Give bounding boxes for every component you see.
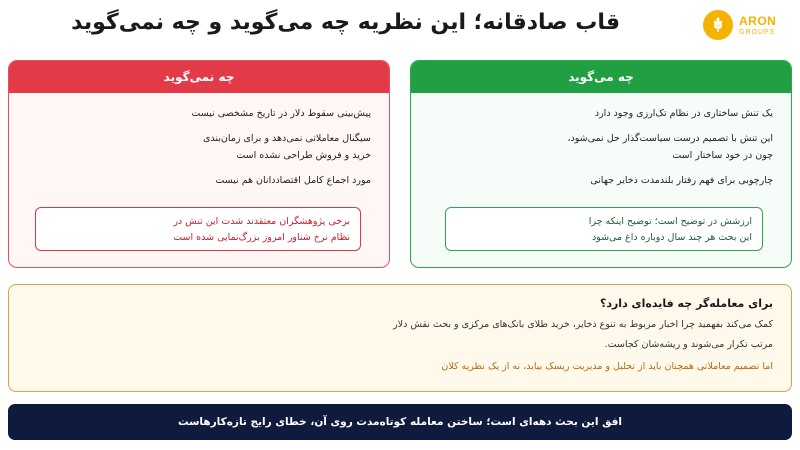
not-says-heading: چه نمی‌گوید: [9, 61, 389, 93]
says-line: یک تنش ساختاری در نظام تک‌ارزی وجود دارد: [594, 108, 773, 119]
trader-usage-box: [8, 284, 792, 392]
header: [0, 0, 800, 56]
says-line: چارچوبی برای فهم رفتار بلندمدت ذخایر جهانی: [590, 175, 773, 186]
says-line: چون در خود ساختار است: [672, 150, 773, 161]
logo-sub: GROUPS: [739, 28, 776, 36]
not-says-callout-line: برخی پژوهشگران معتقدند شدت این تنش در: [173, 216, 350, 227]
usage-line: کمک می‌کند بفهمید چرا اخبار مربوط به تنوع ذخایر، خرید طلای بانک‌های مرکزی و بحث نقش دلار: [393, 319, 773, 330]
brand-logo: [703, 10, 776, 40]
says-card: [410, 60, 792, 268]
not-says-line: سیگنال معاملاتی نمی‌دهد و برای زمان‌بندی: [202, 133, 371, 144]
says-line: این تنش با تصمیم درست سیاست‌گذار حل نمی‌شود،: [567, 133, 773, 144]
footer-text: افق این بحث دهه‌ای است؛ ساختن معامله کوتاه‌مدت روی آن، خطای رایج تازه‌کارهاست: [177, 416, 623, 428]
says-heading: چه می‌گوید: [411, 61, 791, 93]
not-says-callout: [35, 207, 361, 251]
says-body: [411, 93, 791, 189]
not-says-line: پیش‌بینی سقوط دلار در تاریخ مشخصی نیست: [191, 108, 371, 119]
not-says-body: [9, 93, 389, 189]
not-says-line: مورد اجماع کامل اقتصاددانان هم نیست: [215, 175, 371, 186]
not-says-line: خرید و فروش طراحی نشده است: [236, 150, 371, 161]
says-callout-line: این بحث هر چند سال دوباره داغ می‌شود: [591, 232, 752, 243]
page-title: قاب صادقانه؛ این نظریه چه می‌گوید و چه نمی‌گوید: [71, 10, 620, 35]
footer-banner: [8, 404, 792, 440]
not-says-callout-line: نظام نرخ شناور امروز بزرگ‌نمایی شده است: [173, 232, 350, 243]
not-says-card: [8, 60, 390, 268]
says-callout: [445, 207, 763, 251]
wheat-icon: [703, 10, 733, 40]
usage-title: برای معامله‌گر چه فایده‌ای دارد؟: [599, 297, 773, 310]
says-callout-line: ارزشش در توضیح است؛ توضیح اینکه چرا: [588, 216, 752, 227]
usage-line: مرتب تکرار می‌شوند و ریشه‌شان کجاست.: [604, 339, 773, 350]
logo-text: [739, 15, 776, 36]
usage-note: اما تصمیم معاملاتی همچنان باید از تحلیل و مدیریت ریسک بیاید، نه از یک نظریه کلان: [441, 361, 773, 372]
logo-name: ARON: [739, 13, 777, 28]
